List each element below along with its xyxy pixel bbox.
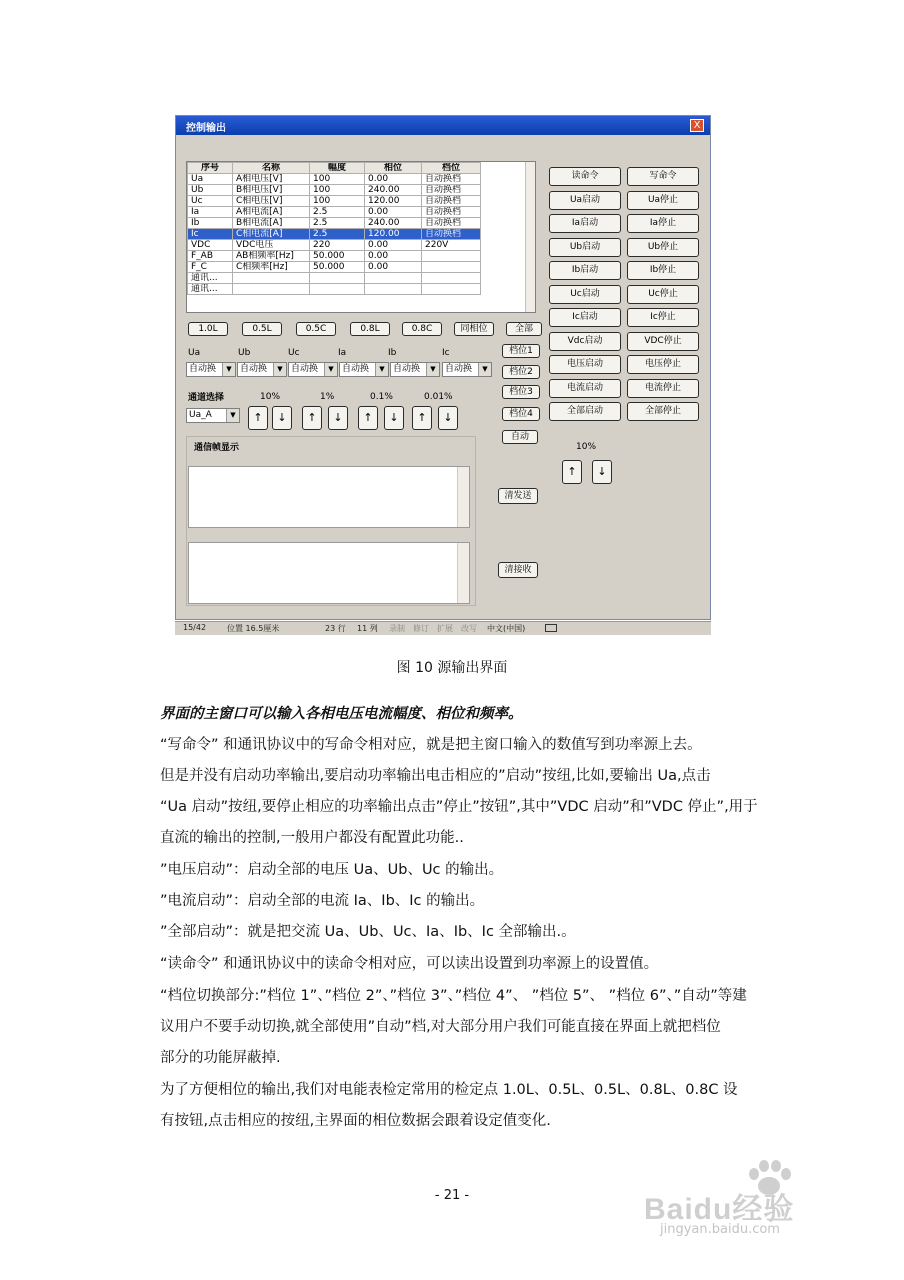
table-cell[interactable]: VDC xyxy=(188,240,233,251)
uc-start-button[interactable]: Uc启动 xyxy=(549,285,621,304)
uc-stop-button[interactable]: Uc停止 xyxy=(627,285,699,304)
phase-0.5C-button[interactable]: 0.5C xyxy=(296,322,336,336)
table-cell[interactable]: 自动换档 xyxy=(422,229,481,240)
baidu-watermark xyxy=(640,1160,870,1240)
step-0.01pct-up-button[interactable]: ↑ xyxy=(412,406,432,430)
range-4-button[interactable]: 档位4 xyxy=(502,407,540,421)
watermark-brand: Baidu经验 xyxy=(644,1193,795,1226)
channel-label-uc: Uc xyxy=(288,348,300,358)
table-cell[interactable]: 100 xyxy=(310,185,365,196)
ua-start-button[interactable]: Ua启动 xyxy=(549,191,621,210)
ib-stop-button[interactable]: Ib停止 xyxy=(627,261,699,280)
table-cell[interactable]: C相电压[V] xyxy=(233,196,310,207)
chevron-down-icon: ▼ xyxy=(324,363,337,376)
word-status-bar xyxy=(175,621,711,635)
table-row[interactable] xyxy=(188,240,481,251)
all-button[interactable]: 全部 xyxy=(506,322,542,336)
paragraph-line: ”电流启动”：启动全部的电流 Ia、Ib、Ic 的输出。 xyxy=(160,893,485,909)
range-2-button[interactable]: 档位2 xyxy=(502,365,540,379)
status-language: 中文(中国) xyxy=(487,624,526,633)
ic-range-value: 自动换 xyxy=(445,364,473,374)
phase-0.8C-button[interactable]: 0.8C xyxy=(402,322,442,336)
paragraph-line: 议用户不要手动切换,就全部使用”自动”档,对大部分用户我们可能直接在界面上就把档位 xyxy=(160,1019,721,1035)
table-row[interactable] xyxy=(188,251,481,262)
step-1pct-up-button[interactable]: ↑ xyxy=(302,406,322,430)
vdc-start-button[interactable]: Vdc启动 xyxy=(549,332,621,351)
channel-label-ic: Ic xyxy=(442,348,450,358)
all-start-button[interactable]: 全部启动 xyxy=(549,402,621,421)
spellcheck-book-icon xyxy=(545,624,557,632)
paragraph-line: ”电压启动”：启动全部的电压 Ua、Ub、Uc 的输出。 xyxy=(160,862,504,878)
table-cell[interactable]: A相电压[V] xyxy=(233,174,310,185)
table-row[interactable] xyxy=(188,207,481,218)
table-cell[interactable]: AB相频率[Hz] xyxy=(233,251,310,262)
channel-label-ia: Ia xyxy=(338,348,347,358)
table-cell[interactable]: B相电流[A] xyxy=(233,218,310,229)
table-row[interactable] xyxy=(188,229,481,240)
uc-range-select[interactable] xyxy=(288,362,338,377)
table-cell[interactable]: A相电流[A] xyxy=(233,207,310,218)
table-cell[interactable]: 通讯... xyxy=(188,273,233,284)
control-output-window xyxy=(175,115,711,620)
ub-start-button[interactable]: Ub启动 xyxy=(549,238,621,257)
table-cell[interactable]: 0.00 xyxy=(365,174,422,185)
status-position: 位置 16.5厘米 xyxy=(227,624,280,633)
write-cmd-button[interactable]: 写命令 xyxy=(627,167,699,186)
status-overwrite: 改写 xyxy=(461,624,477,633)
table-cell[interactable]: 120.00 xyxy=(365,196,422,207)
paragraph-line: 有按钮,点击相应的按纽,主界面的相位数据会跟着设定值变化. xyxy=(160,1113,551,1129)
table-cell[interactable]: C相电流[A] xyxy=(233,229,310,240)
ic-range-select[interactable] xyxy=(442,362,492,377)
step-label-10pct: 10% xyxy=(260,392,281,402)
table-cell[interactable]: F_C xyxy=(188,262,233,273)
read-cmd-button[interactable]: 读命令 xyxy=(549,167,621,186)
auto-range-button[interactable]: 自动 xyxy=(502,430,538,444)
table-cell[interactable]: 自动换档 xyxy=(422,185,481,196)
table-cell[interactable]: VDC电压 xyxy=(233,240,310,251)
paragraph-line: 为了方便相位的输出,我们对电能表检定常用的检定点 1.0L、0.5L、0.5L、0.8L、0.8C 设 xyxy=(160,1082,738,1098)
table-cell[interactable]: C相频率[Hz] xyxy=(233,262,310,273)
table-row[interactable] xyxy=(188,284,481,295)
paragraph-line: 部分的功能屏蔽掉. xyxy=(160,1050,281,1066)
table-cell[interactable]: 0.00 xyxy=(365,240,422,251)
range-3-button[interactable]: 档位3 xyxy=(502,385,540,399)
ia-range-select[interactable] xyxy=(339,362,389,377)
channel-label-ua: Ua xyxy=(188,348,201,358)
table-row[interactable] xyxy=(188,218,481,229)
status-extend: 扩展 xyxy=(437,624,453,633)
col-header-name: 名称 xyxy=(233,163,310,174)
channel-label-ib: Ib xyxy=(388,348,397,358)
paragraph-line: 但是并没有启动功率输出,要启动功率输出电击相应的”启动”按纽,比如,要输出 Ua,点击 xyxy=(160,768,711,784)
table-cell[interactable] xyxy=(310,284,365,295)
table-cell[interactable]: 50.000 xyxy=(310,262,365,273)
chevron-down-icon: ▼ xyxy=(222,363,235,376)
table-cell[interactable]: Ia xyxy=(188,207,233,218)
ub-stop-button[interactable]: Ub停止 xyxy=(627,238,699,257)
status-line: 23 行 xyxy=(325,624,346,633)
chevron-down-icon: ▼ xyxy=(273,363,286,376)
table-cell[interactable]: B相电压[V] xyxy=(233,185,310,196)
vdc-stop-button[interactable]: VDC停止 xyxy=(627,332,699,351)
table-cell[interactable]: Ub xyxy=(188,185,233,196)
right-step-up-button[interactable]: ↑ xyxy=(562,460,582,484)
table-cell[interactable] xyxy=(422,251,481,262)
chevron-down-icon: ▼ xyxy=(226,409,239,422)
parameter-grid xyxy=(187,162,481,295)
table-cell[interactable] xyxy=(233,273,310,284)
table-cell[interactable]: F_AB xyxy=(188,251,233,262)
col-header-phase: 相位 xyxy=(365,163,422,174)
table-cell[interactable]: 自动换档 xyxy=(422,196,481,207)
ub-range-select[interactable] xyxy=(237,362,287,377)
status-revise: 修订 xyxy=(413,624,429,633)
voltage-start-button[interactable]: 电压启动 xyxy=(549,355,621,374)
step-label-0.1pct: 0.1% xyxy=(370,392,393,402)
same-phase-button[interactable]: 同相位 xyxy=(454,322,494,336)
chevron-down-icon: ▼ xyxy=(426,363,439,376)
page-number: - 21 - xyxy=(434,1188,470,1203)
table-cell[interactable]: 120.00 xyxy=(365,229,422,240)
watermark-url: jingyan.baidu.com xyxy=(660,1222,780,1237)
ub-range-value: 自动换 xyxy=(240,364,268,374)
table-cell[interactable]: 0.00 xyxy=(365,262,422,273)
ic-stop-button[interactable]: Ic停止 xyxy=(627,308,699,327)
ic-start-button[interactable]: Ic启动 xyxy=(549,308,621,327)
ib-range-value: 自动换 xyxy=(393,364,421,374)
table-cell[interactable] xyxy=(310,273,365,284)
table-cell[interactable]: 220V xyxy=(422,240,481,251)
step-label-0.01pct: 0.01% xyxy=(424,392,453,402)
channel-select[interactable] xyxy=(186,408,240,423)
table-scrollbar[interactable] xyxy=(525,162,536,312)
table-cell[interactable]: 50.000 xyxy=(310,251,365,262)
col-header-amplitude: 幅度 xyxy=(310,163,365,174)
table-cell[interactable]: 2.5 xyxy=(310,229,365,240)
phase-1.0L-button[interactable]: 1.0L xyxy=(188,322,228,336)
table-cell[interactable]: 100 xyxy=(310,174,365,185)
table-row[interactable] xyxy=(188,196,481,207)
chevron-down-icon: ▼ xyxy=(375,363,388,376)
ib-start-button[interactable]: Ib启动 xyxy=(549,261,621,280)
ia-stop-button[interactable]: Ia停止 xyxy=(627,214,699,233)
table-cell[interactable] xyxy=(422,284,481,295)
table-cell[interactable]: 0.00 xyxy=(365,251,422,262)
status-column: 11 列 xyxy=(357,624,378,633)
step-label-1pct: 1% xyxy=(320,392,335,402)
receive-frame-scrollbar[interactable] xyxy=(457,543,469,603)
right-step-down-button[interactable]: ↓ xyxy=(592,460,612,484)
paragraph-line: ”全部启动”：就是把交流 Ua、Ub、Uc、Ia、Ib、Ic 全部输出.。 xyxy=(160,924,576,940)
status-record: 录制 xyxy=(389,624,405,633)
table-cell[interactable] xyxy=(365,284,422,295)
table-cell[interactable]: 自动换档 xyxy=(422,207,481,218)
paragraph-intro: 界面的主窗口可以输入各相电压电流幅度、相位和频率。 xyxy=(160,706,523,722)
col-header-index: 序号 xyxy=(188,163,233,174)
paragraph-line: “写命令” 和通讯协议中的写命令相对应，就是把主窗口输入的数值写到功率源上去。 xyxy=(160,737,702,753)
current-start-button[interactable]: 电流启动 xyxy=(549,379,621,398)
table-cell[interactable]: Ua xyxy=(188,174,233,185)
figure-caption: 图 10 源输出界面 xyxy=(396,660,508,676)
current-stop-button[interactable]: 电流停止 xyxy=(627,379,699,398)
table-cell[interactable]: Uc xyxy=(188,196,233,207)
paragraph-line: “Ua 启动”按纽,要停止相应的功率输出点击”停止”按钮”,其中”VDC 启动”和”VDC 停止”,用于 xyxy=(160,799,758,815)
step-0.1pct-down-button[interactable]: ↓ xyxy=(384,406,404,430)
window-title: 控制输出 xyxy=(186,123,226,134)
table-cell[interactable] xyxy=(422,262,481,273)
table-cell[interactable]: 通讯... xyxy=(188,284,233,295)
ua-stop-button[interactable]: Ua停止 xyxy=(627,191,699,210)
chevron-down-icon: ▼ xyxy=(478,363,491,376)
frame-display-label: 通信帧显示 xyxy=(194,443,240,453)
uc-range-value: 自动换 xyxy=(291,364,319,374)
step-0.01pct-down-button[interactable]: ↓ xyxy=(438,406,458,430)
table-cell[interactable]: 240.00 xyxy=(365,218,422,229)
table-cell[interactable] xyxy=(422,273,481,284)
ib-range-select[interactable] xyxy=(390,362,440,377)
table-row[interactable] xyxy=(188,273,481,284)
table-row[interactable] xyxy=(188,262,481,273)
step-10pct-down-button[interactable]: ↓ xyxy=(272,406,292,430)
step-0.1pct-up-button[interactable]: ↑ xyxy=(358,406,378,430)
paragraph-line: “读命令” 和通讯协议中的读命令相对应，可以读出设置到功率源上的设置值。 xyxy=(160,956,659,972)
close-button[interactable]: X xyxy=(690,119,704,132)
table-cell[interactable]: 240.00 xyxy=(365,185,422,196)
clear-receive-button[interactable]: 清接收 xyxy=(498,562,538,578)
range-1-button[interactable]: 档位1 xyxy=(502,344,540,358)
phase-0.5L-button[interactable]: 0.5L xyxy=(242,322,282,336)
all-stop-button[interactable]: 全部停止 xyxy=(627,402,699,421)
channel-select-value: Ua_A xyxy=(189,410,212,420)
right-step-label: 10% xyxy=(576,442,597,452)
col-header-range: 档位 xyxy=(422,163,481,174)
ua-range-value: 自动换 xyxy=(189,364,217,374)
table-cell[interactable]: Ib xyxy=(188,218,233,229)
table-cell[interactable]: 100 xyxy=(310,196,365,207)
phase-0.8L-button[interactable]: 0.8L xyxy=(350,322,390,336)
ia-start-button[interactable]: Ia启动 xyxy=(549,214,621,233)
table-cell[interactable] xyxy=(365,273,422,284)
voltage-stop-button[interactable]: 电压停止 xyxy=(627,355,699,374)
step-10pct-up-button[interactable]: ↑ xyxy=(248,406,268,430)
channel-select-label: 通道选择 xyxy=(188,393,225,403)
table-cell[interactable]: 2.5 xyxy=(310,207,365,218)
table-cell[interactable] xyxy=(233,284,310,295)
table-cell[interactable]: 220 xyxy=(310,240,365,251)
table-cell[interactable]: 2.5 xyxy=(310,218,365,229)
send-frame-textarea[interactable] xyxy=(188,466,470,528)
table-row[interactable] xyxy=(188,174,481,185)
step-1pct-down-button[interactable]: ↓ xyxy=(328,406,348,430)
ua-range-select[interactable] xyxy=(186,362,236,377)
table-row[interactable] xyxy=(188,185,481,196)
paragraph-line: “档位切换部分:”档位 1”、”档位 2”、”档位 3”、”档位 4”、 ”档位 5”、 ”档位 6”、”自动”等建 xyxy=(160,988,747,1004)
table-cell[interactable]: 自动换档 xyxy=(422,174,481,185)
paragraph-line: 直流的输出的控制,一般用户都没有配置此功能.. xyxy=(160,830,464,846)
clear-send-button[interactable]: 清发送 xyxy=(498,488,538,504)
table-cell[interactable]: Ic xyxy=(188,229,233,240)
status-page: 15/42 xyxy=(183,623,207,632)
channel-label-ub: Ub xyxy=(238,348,251,358)
parameter-table xyxy=(186,161,536,313)
receive-frame-textarea[interactable] xyxy=(188,542,470,604)
table-cell[interactable]: 0.00 xyxy=(365,207,422,218)
title-bar[interactable] xyxy=(176,116,710,135)
send-frame-scrollbar[interactable] xyxy=(457,467,469,527)
table-cell[interactable]: 自动换档 xyxy=(422,218,481,229)
ia-range-value: 自动换 xyxy=(342,364,370,374)
